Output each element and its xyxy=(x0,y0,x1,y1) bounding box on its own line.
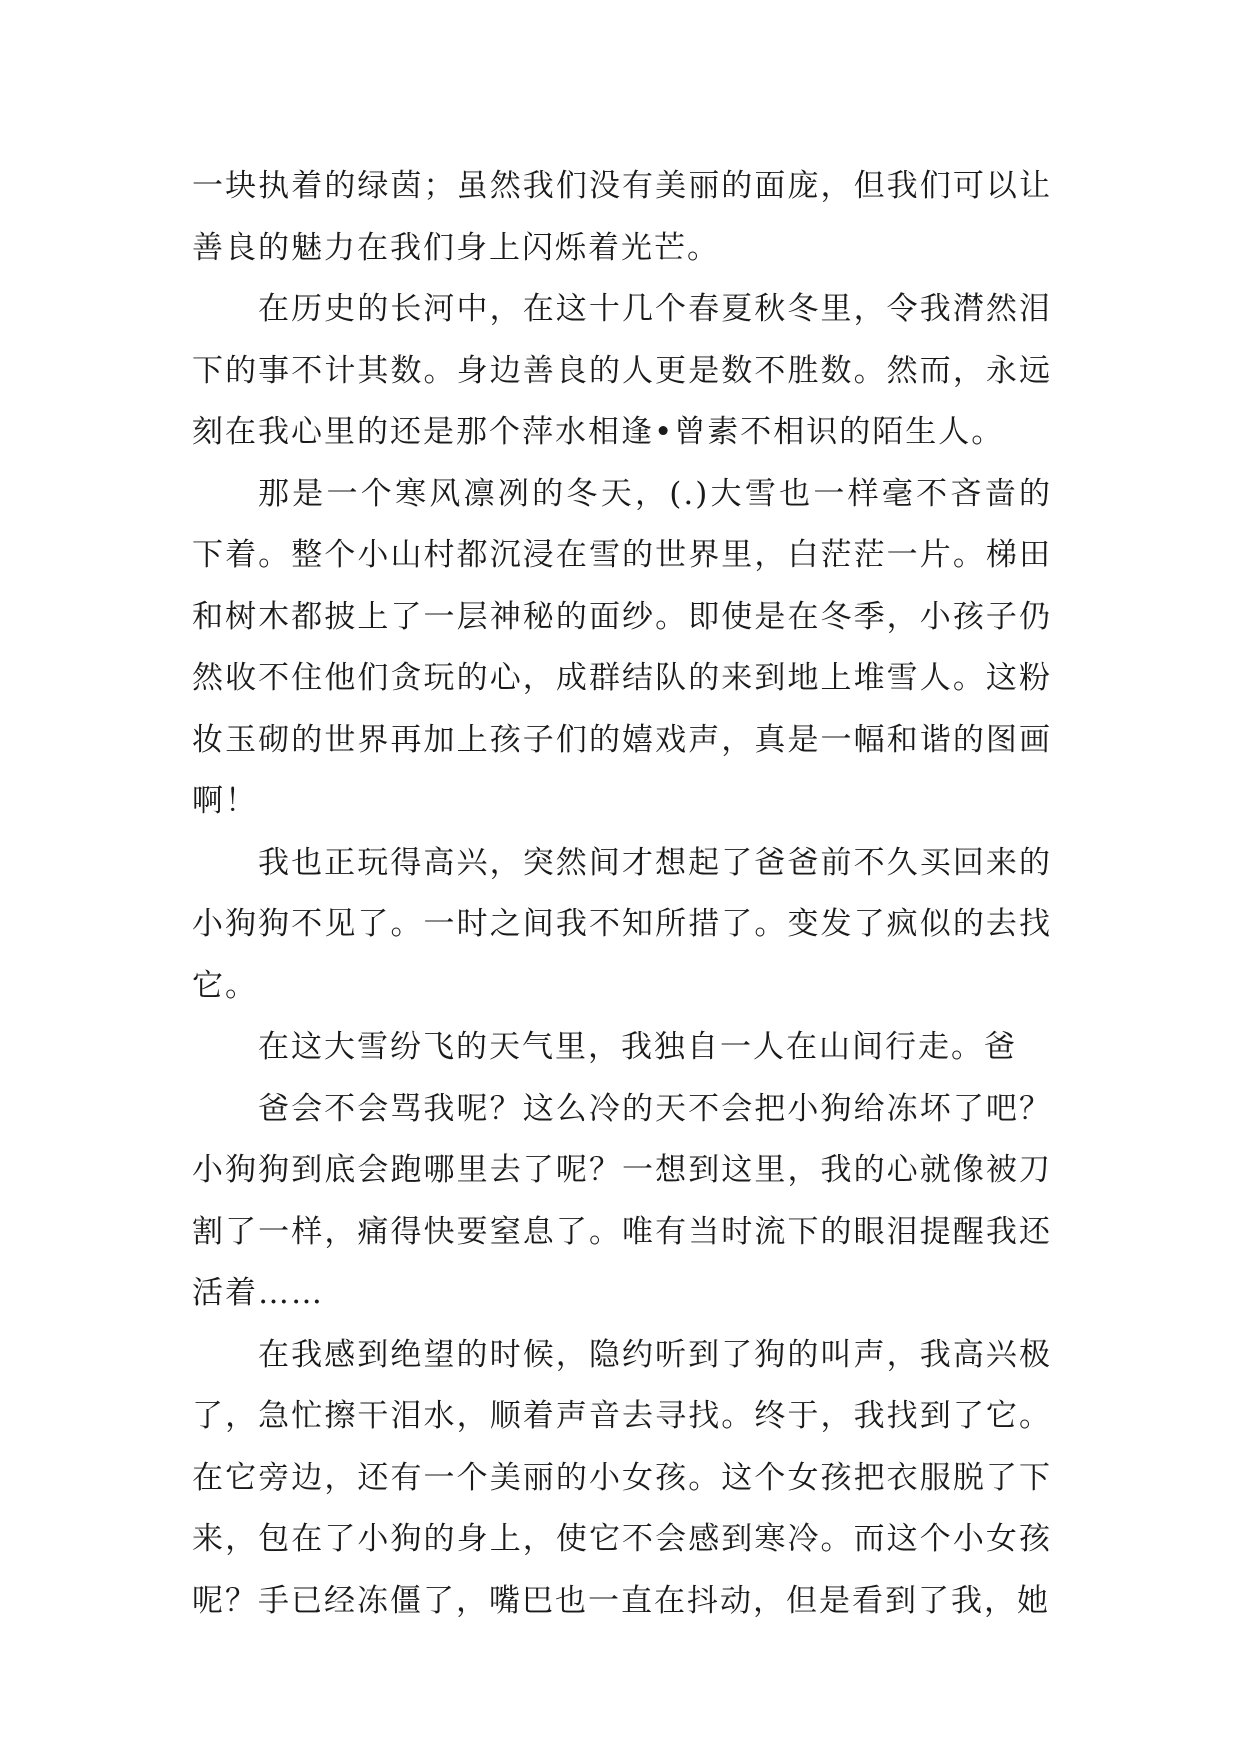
paragraph-6: 爸会不会骂我呢？这么冷的天不会把小狗给冻坏了吧？小狗狗到底会跑哪里去了呢？一想到这里，我的心就像被刀割了一样，痛得快要窒息了。唯有当时流下的眼泪提醒我还活着…… xyxy=(192,1090,1052,1311)
paragraph-5: 在这大雪纷飞的天气里，我独自一人在山间行走。爸 xyxy=(258,1029,1017,1065)
paragraph-4: 我也正玩得高兴，突然间才想起了爸爸前不久买回来的小狗狗不见了。一时之间我不知所措了。变发了疯似的去找它。 xyxy=(192,844,1052,1004)
paragraph-2: 在历史的长河中，在这十几个春夏秋冬里，令我潸然泪下的事不计其数。身边善良的人更是数不胜数。然而，永远刻在我心里的还是那个萍水相逢•曾素不相识的陌生人。 xyxy=(192,291,1052,450)
paragraph-7: 在我感到绝望的时候，隐约听到了狗的叫声，我高兴极了，急忙擦干泪水，顺着声音去寻找。终于，我找到了它。在它旁边，还有一个美丽的小女孩。这个女孩把衣服脱了下来，包在了小狗的身上，使它不会感到寒冷。而这个小女孩呢？手已经冻僵了，嘴巴也一直在抖动，但是看到了我，她 xyxy=(192,1336,1052,1619)
paragraph-3: 那是一个寒风凛冽的冬天，(.)大雪也一样毫不吝啬的下着。整个小山村都沉浸在雪的世界里，白茫茫一片。梯田和树木都披上了一层神秘的面纱。即使是在冬季，小孩子仍然收不住他们贪玩的心，成群结队的来到地上堆雪人。这粉妆玉砌的世界再加上孩子们的嬉戏声，真是一幅和谐的图画啊！ xyxy=(192,475,1052,819)
document-body xyxy=(192,156,1052,1632)
paragraph-1: 一块执着的绿茵；虽然我们没有美丽的面庞，但我们可以让善良的魅力在我们身上闪烁着光芒。 xyxy=(192,168,1052,266)
